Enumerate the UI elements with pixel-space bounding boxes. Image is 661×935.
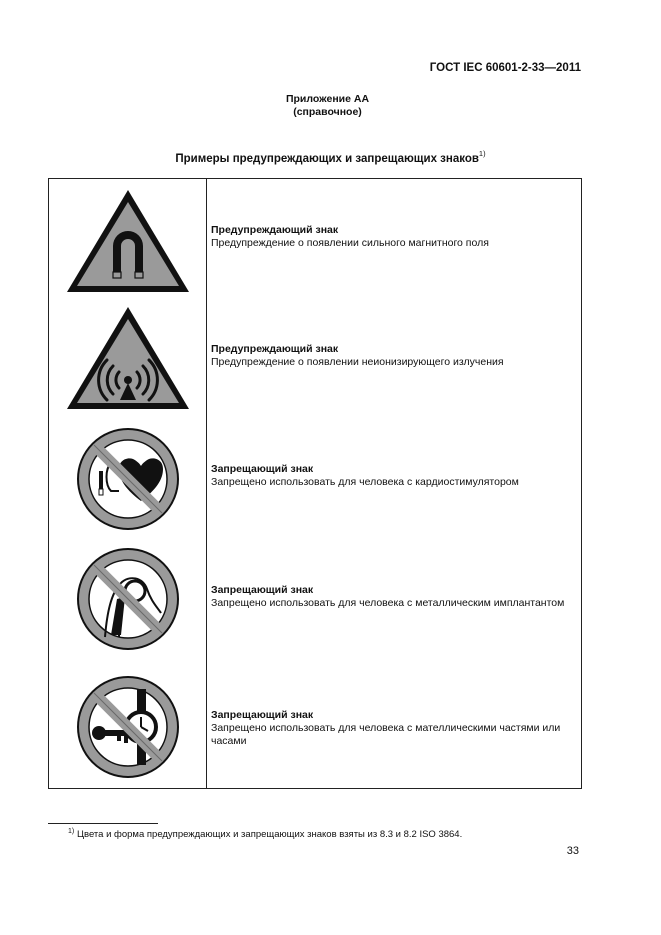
sign-description-3 xyxy=(211,463,581,489)
sign-text-2: Предупреждение о появлении неионизирующего излучения xyxy=(211,356,504,368)
sign-heading-1: Предупреждающий знак xyxy=(211,224,339,236)
warning-non-ionizing-radiation-icon xyxy=(61,299,195,415)
sign-heading-2: Предупреждающий знак xyxy=(211,343,339,355)
sign-description-1 xyxy=(211,224,581,250)
standard-number: ГОСТ IEC 60601-2-33—2011 xyxy=(429,62,581,74)
sign-heading-3: Запрещающий знак xyxy=(211,463,314,475)
sign-text-4: Запрещено использовать для человека с металлическим имплантантом xyxy=(211,597,565,609)
page-number: 33 xyxy=(566,845,579,857)
sign-text-3: Запрещено использовать для человека с кардиостимулятором xyxy=(211,476,519,488)
footnote-rule xyxy=(48,823,158,824)
sign-heading-5: Запрещающий знак xyxy=(211,709,314,721)
sign-description-5 xyxy=(211,709,581,748)
footnote-mark: 1) xyxy=(478,149,486,158)
sign-text-1: Предупреждение о появлении сильного магнитного поля xyxy=(211,237,489,249)
annex-title: Приложение АА xyxy=(285,93,370,105)
footnote-text: Цвета и форма предупреждающих и запрещающих знаков взяты из 8.3 и 8.2 ISO 3864. xyxy=(77,829,463,840)
no-metal-implant-icon xyxy=(61,541,195,657)
column-divider xyxy=(206,179,207,788)
warning-magnetic-field-icon xyxy=(61,182,195,298)
annex-heading xyxy=(0,93,661,119)
table-title xyxy=(0,150,661,165)
annex-subtitle: (справочное) xyxy=(293,106,362,118)
signs-table xyxy=(48,178,582,789)
sign-heading-4: Запрещающий знак xyxy=(211,584,314,596)
sign-text-5: Запрещено использовать для человека с мателлическими частями или часами xyxy=(211,722,561,747)
no-metal-parts-watch-icon xyxy=(61,669,195,785)
sign-description-2 xyxy=(211,343,581,369)
footnote-number: 1) xyxy=(68,828,75,835)
table-title-text: Примеры предупреждающих и запрещающих знаков xyxy=(175,152,479,165)
sign-description-4 xyxy=(211,584,581,610)
no-pacemaker-icon xyxy=(61,421,195,537)
footnote xyxy=(68,828,463,840)
